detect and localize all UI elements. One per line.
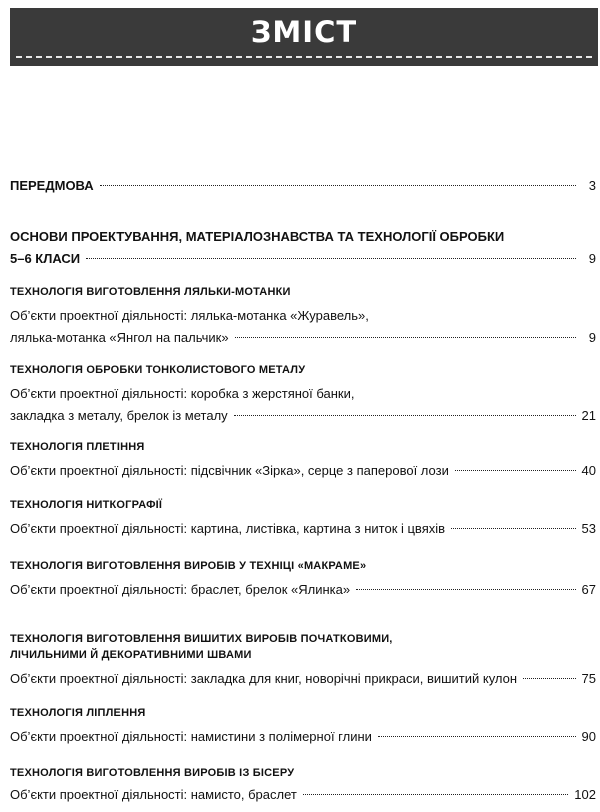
toc-entry-embroidery[interactable] [10,631,596,690]
section-heading: ТЕХНОЛОГІЯ ВИГОТОВЛЕННЯ ВИШИТИХ ВИРОБІВ ПОЧАТКОВИМИ, [10,633,393,645]
toc-basics-line1: ОСНОВИ ПРОЕКТУВАННЯ, МАТЕРІАЛОЗНАВСТВА ТА ТЕХНОЛОГІЇ ОБРОБКИ [10,229,505,244]
section-objects: Об’єкти проектної діяльності: намисто, браслет [10,787,297,802]
page-number: 67 [581,582,596,597]
section-heading-cont: ЛІЧИЛЬНИМИ Й ДЕКОРАТИВНИМИ ШВАМИ [10,649,252,661]
toc-entry-basics[interactable] [10,226,596,270]
section-objects-cont: закладка з металу, брелок із металу [10,408,228,423]
section-objects-cont: лялька-мотанка «Янгол на пальчик» [10,330,229,345]
dot-leader [234,415,576,416]
page-number: 21 [581,408,596,423]
toc-basics-line2: 5–6 КЛАСИ [10,251,81,266]
page-number: 9 [588,330,596,345]
dot-leader [378,736,576,737]
dot-leader [451,528,576,529]
section-objects: Об’єкти проектної діяльності: браслет, брелок «Ялинка» [10,582,351,597]
toc-entry-macrame[interactable] [10,558,596,601]
dot-leader [235,337,576,338]
dot-leader [303,794,568,795]
toc-entry-modeling[interactable] [10,705,596,748]
toc-entry-doll[interactable] [10,284,596,349]
section-objects: Об’єкти проектної діяльності: картина, листівка, картина з ниток і цвяхів [10,521,446,536]
section-objects: Об’єкти проектної діяльності: закладка для книг, новорічні прикраси, вишитий кулон [10,671,518,686]
toc-entry-preface[interactable] [10,175,596,197]
dot-leader [100,185,576,186]
page-number: 3 [588,178,596,193]
header-banner [10,8,598,66]
section-objects: Об’єкти проектної діяльності: намистини з полімерної глини [10,729,372,744]
page-number: 75 [581,671,596,686]
dot-leader [356,589,575,590]
page-number: 9 [588,251,596,266]
section-objects: Об’єкти проектної діяльності: підсвічник «Зірка», серце з паперової лози [10,463,449,478]
banner-dashed-line [16,56,592,58]
section-objects: Об’єкти проектної діяльності: коробка з жерстяної банки, [10,386,355,401]
page-number: 40 [581,463,596,478]
toc-entry-string-art[interactable] [10,497,596,540]
toc-preface-label: ПЕРЕДМОВА [10,178,94,193]
section-heading: ТЕХНОЛОГІЯ ВИГОТОВЛЕННЯ ВИРОБІВ ІЗ БІСЕРУ [10,767,295,779]
page-number: 90 [581,729,596,744]
toc-entry-metal[interactable] [10,362,596,427]
section-objects: Об’єкти проектної діяльності: лялька-мотанка «Журавель», [10,308,369,323]
section-heading: ТЕХНОЛОГІЯ ПЛЕТІННЯ [10,441,145,453]
page-number: 102 [574,787,596,802]
dot-leader [86,258,576,259]
section-heading: ТЕХНОЛОГІЯ ОБРОБКИ ТОНКОЛИСТОВОГО МЕТАЛУ [10,364,306,376]
section-heading: ТЕХНОЛОГІЯ НИТКОГРАФІЇ [10,499,163,511]
dot-leader [455,470,576,471]
section-heading: ТЕХНОЛОГІЯ ВИГОТОВЛЕННЯ ВИРОБІВ У ТЕХНІЦІ «МАКРАМЕ» [10,560,367,572]
dot-leader [523,678,575,679]
toc-entry-beads[interactable] [10,765,596,806]
page-title: ЗМІСТ [250,15,358,49]
page-number: 53 [581,521,596,536]
section-heading: ТЕХНОЛОГІЯ ВИГОТОВЛЕННЯ ЛЯЛЬКИ-МОТАНКИ [10,286,291,298]
section-heading: ТЕХНОЛОГІЯ ЛІПЛЕННЯ [10,707,146,719]
toc-entry-weaving[interactable] [10,439,596,482]
